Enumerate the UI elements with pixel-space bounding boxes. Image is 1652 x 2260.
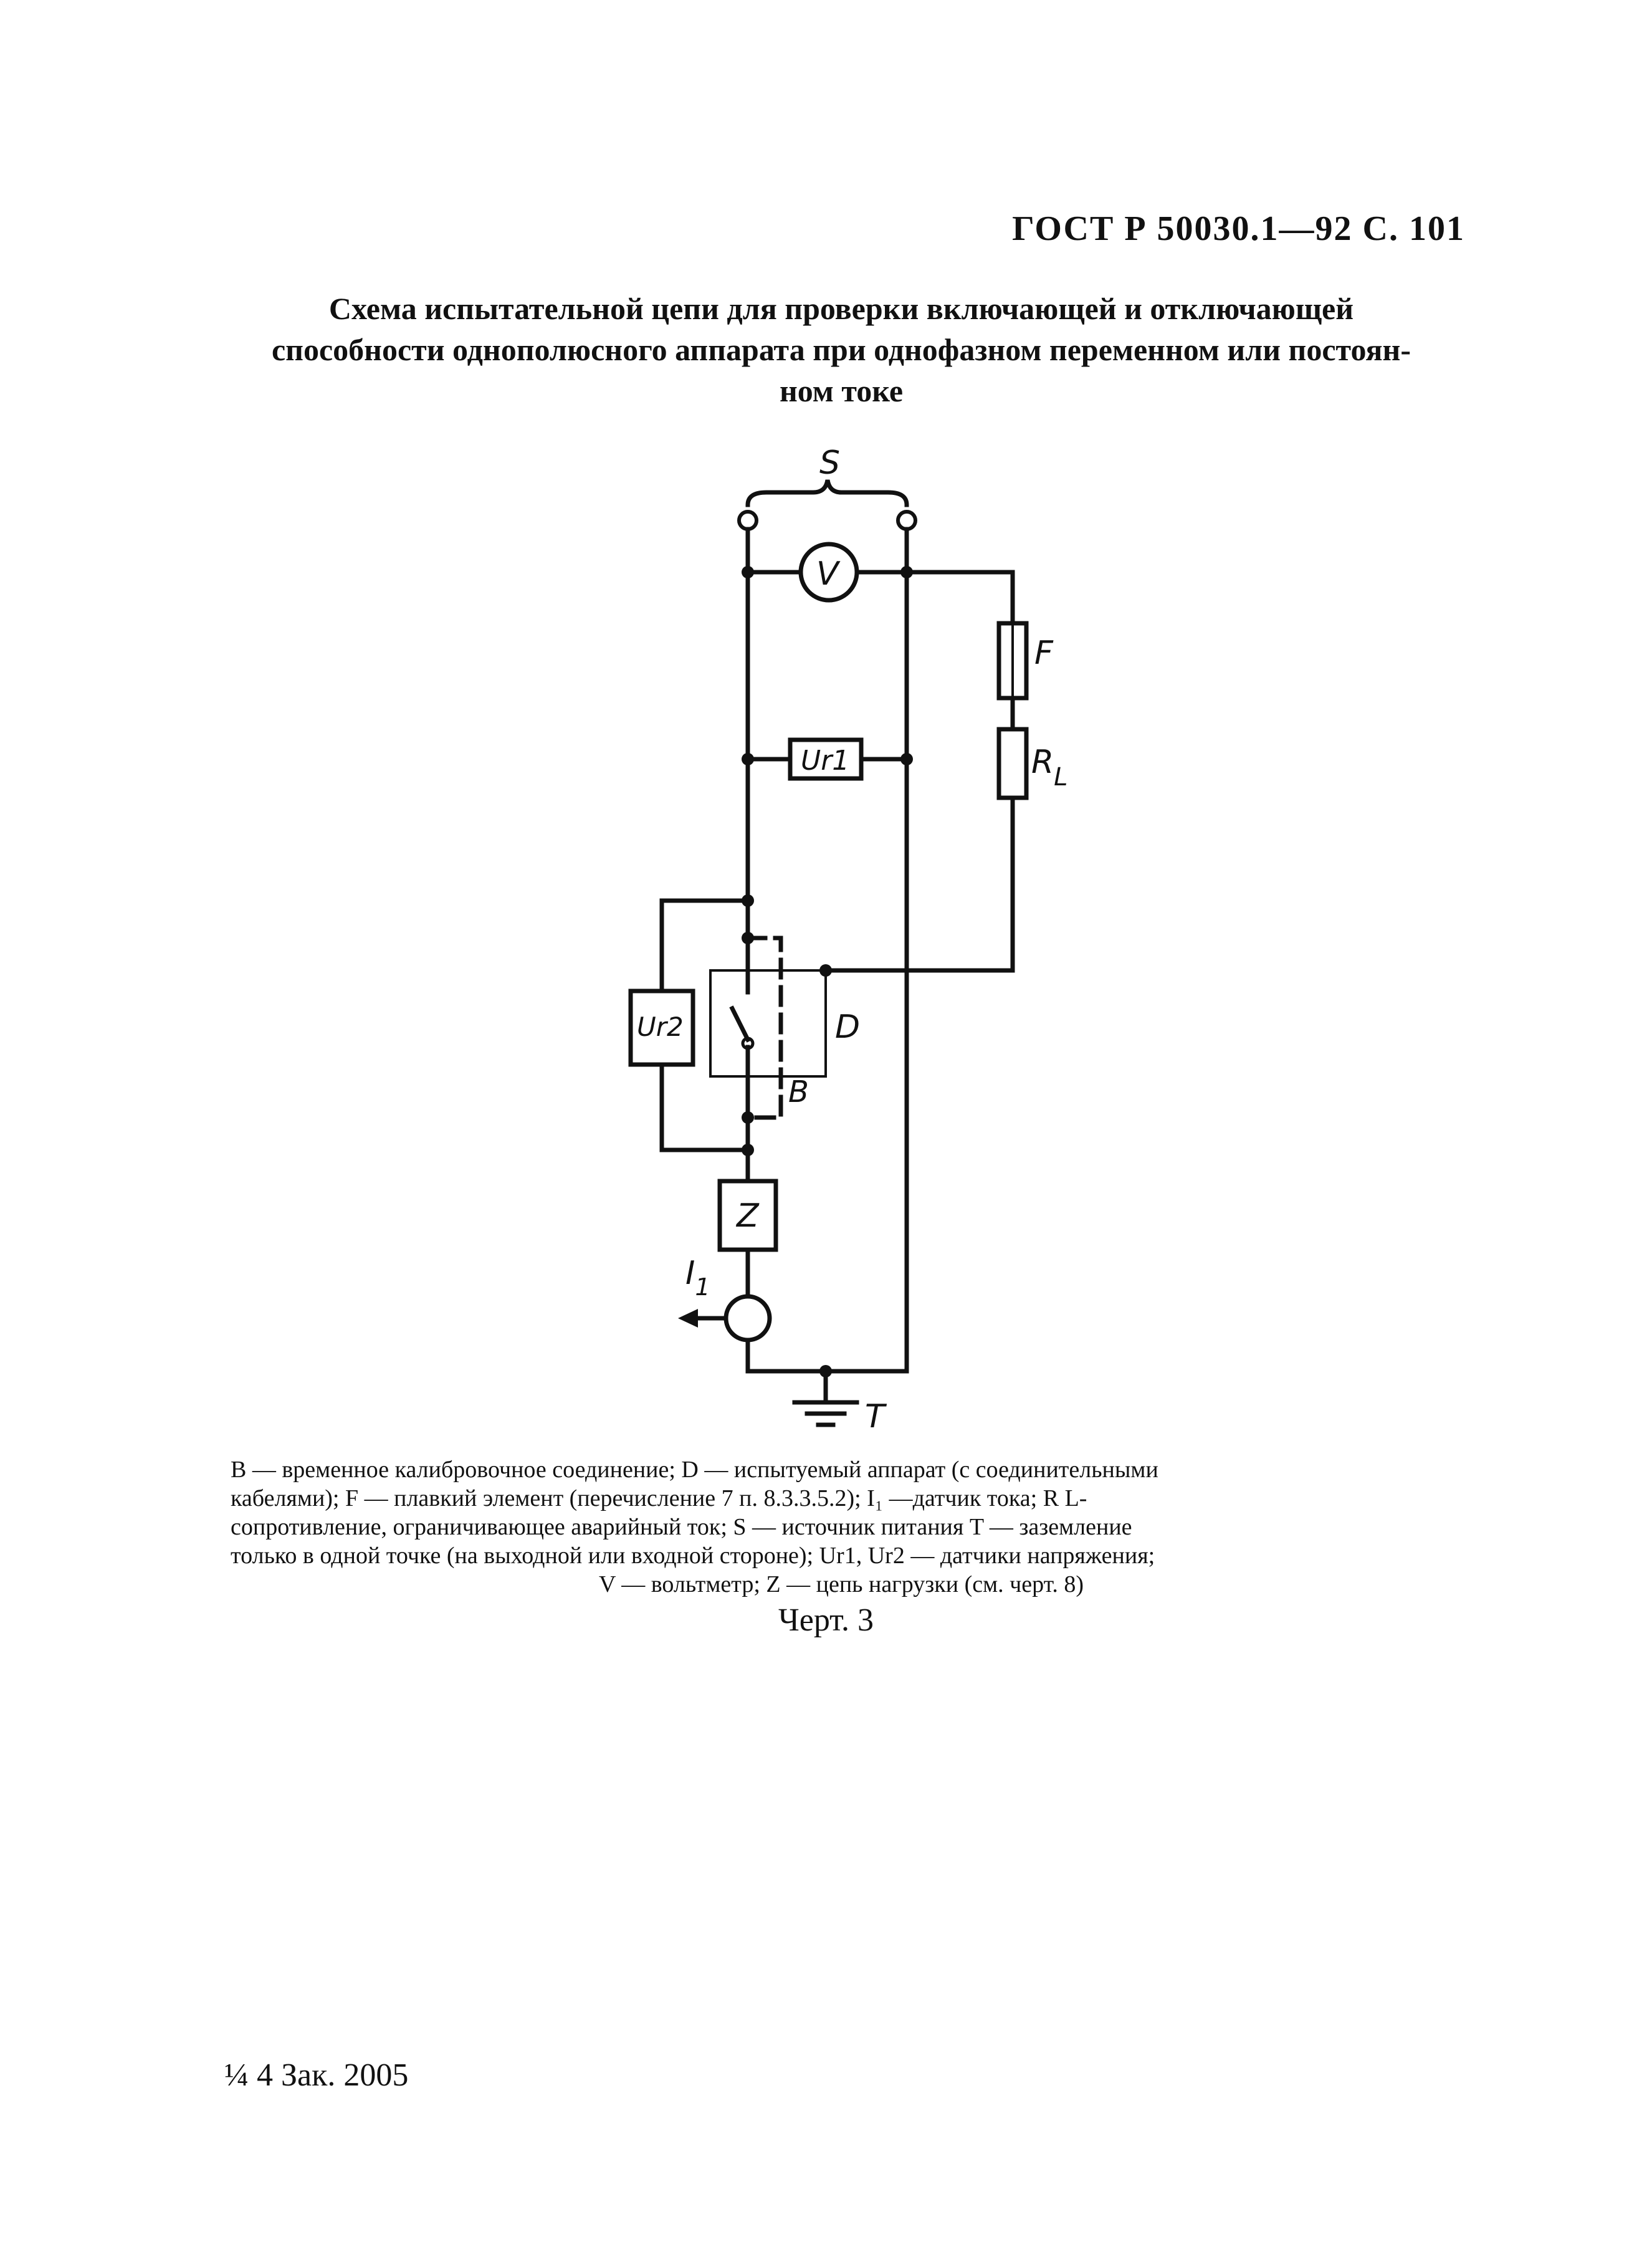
junction-dot xyxy=(819,1365,832,1377)
current-sensor-label-sub: 1 xyxy=(695,1273,710,1301)
resistor-label-main: R xyxy=(1031,744,1054,781)
current-sensor-symbol xyxy=(726,1296,770,1340)
current-arrowhead xyxy=(678,1309,698,1328)
voltmeter-label: V xyxy=(816,555,839,593)
device-label: D xyxy=(835,1008,861,1046)
source-brace xyxy=(748,480,907,505)
voltage-sensor-2-label: Ur2 xyxy=(637,1012,684,1042)
caption-line: B — временное калибровочное соединение; D — испытуемый аппарат (с соединительными xyxy=(231,1457,1158,1483)
source-terminal-right xyxy=(898,512,915,529)
wire xyxy=(662,901,748,991)
wire xyxy=(826,798,1013,970)
junction-dot xyxy=(742,566,754,578)
resistor-symbol xyxy=(999,729,1026,798)
voltage-sensor-1-label: Ur1 xyxy=(801,745,850,777)
switch-pivot xyxy=(743,1038,753,1048)
figure-title-line: Схема испытательной цепи для проверки включающей и отключающей xyxy=(328,291,1354,326)
current-sensor-label-main: I xyxy=(685,1255,695,1292)
figure-title xyxy=(224,288,1458,411)
page-header: ГОСТ Р 50030.1—92 С. 101 xyxy=(1012,209,1465,248)
caption-line: кабелями); F — плавкий элемент (перечисление 7 п. 8.3.3.5.2); I₁ —датчик тока; R L- xyxy=(231,1485,1087,1511)
junction-dot xyxy=(819,964,832,977)
figure-caption xyxy=(231,1455,1452,1599)
calibration-link-label: B xyxy=(788,1075,809,1109)
source-label: S xyxy=(819,444,841,482)
junction-dot xyxy=(900,753,913,765)
earth-label: T xyxy=(865,1398,885,1435)
load-label: Z xyxy=(737,1197,759,1235)
figure-title-line: ном токе xyxy=(779,373,904,408)
calibration-link xyxy=(748,938,781,1118)
junction-dot xyxy=(742,1144,754,1156)
caption-line: V — вольтметр; Z — цепь нагрузки (см. черт. 8) xyxy=(598,1571,1084,1597)
junction-dot xyxy=(742,894,754,907)
caption-line: сопротивление, ограничивающее аварийный ток; S — источник питания T — заземление xyxy=(231,1514,1132,1540)
order-note: ¼ 4 Зак. 2005 xyxy=(224,2057,409,2093)
fuse-label: F xyxy=(1034,634,1053,672)
resistor-label-sub: L xyxy=(1054,763,1068,792)
switch-blade xyxy=(732,1008,748,1040)
junction-dot xyxy=(742,932,754,944)
wire xyxy=(907,572,1013,623)
junction-dot xyxy=(900,566,913,578)
junction-dot xyxy=(742,753,754,765)
figure-number: Черт. 3 xyxy=(778,1602,874,1638)
current-sensor-label xyxy=(685,1255,710,1301)
junction-dot xyxy=(742,1111,754,1124)
figure-title-line: способности однополюсного аппарата при однофазном переменном или постоян- xyxy=(271,332,1411,367)
caption-line: только в одной точке (на выходной или входной стороне); Ur1, Ur2 — датчики напряжения; xyxy=(231,1543,1155,1569)
resistor-label xyxy=(1031,744,1067,792)
test-circuit-diagram xyxy=(0,436,1652,1446)
device-box xyxy=(710,970,826,1076)
source-terminal-left xyxy=(739,512,757,529)
